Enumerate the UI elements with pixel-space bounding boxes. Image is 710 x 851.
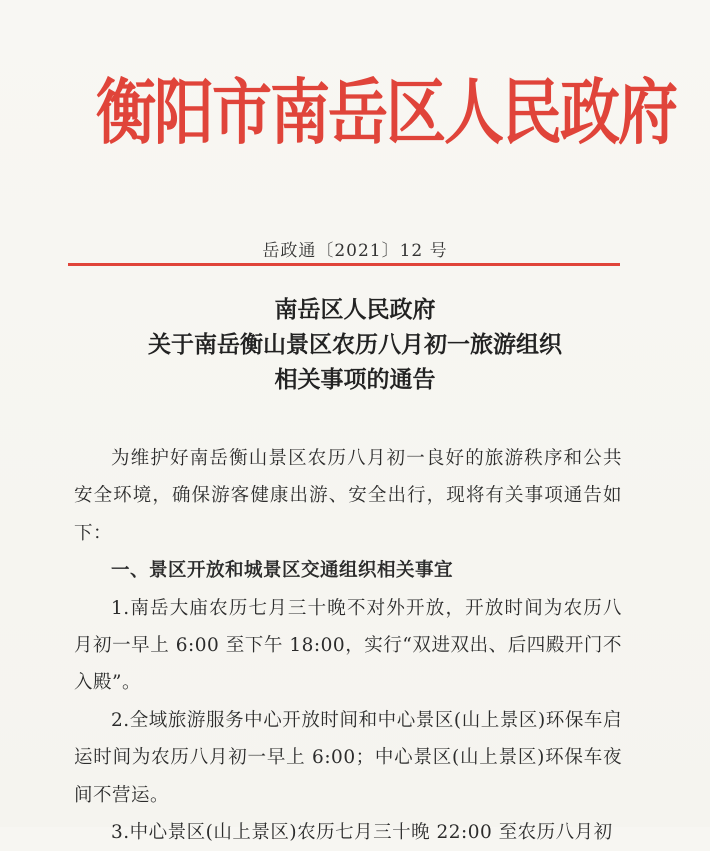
notice-title-line-1: 南岳区人民政府 [274,296,436,323]
item-3-paragraph: 3.中心景区(山上景区)农历七月三十晚 22:00 至农历八月初 [111,822,613,844]
notice-body [74,440,622,851]
item-1-paragraph: 1.南岳大庙农历七月三十晚不对外开放，开放时间为农历八月初一早上 6:00 至下午 18:00，实行“双进双出、后四殿开门不入殿”。 [74,597,622,694]
notice-title-line-2: 关于南岳衡山景区农历八月初一旅游组织 [148,331,562,358]
intro-paragraph: 为维护好南岳衡山景区农历八月初一良好的旅游秩序和公共安全环境，确保游客健康出游、安全出行，现将有关事项通告如下： [74,448,622,544]
issuer-title: 衡阳市南岳区人民政府 [96,72,676,155]
document-number: 岳政通〔2021〕12 号 [262,241,448,261]
notice-title [0,292,710,397]
item-2-paragraph: 2.全域旅游服务中心开放时间和中心景区(山上景区)环保车启运时间为农历八月初一早上 6:00；中心景区(山上景区)环保车夜间不营运。 [74,709,622,806]
section-1-heading: 一、景区开放和城景区交通组织相关事宜 [111,560,454,582]
notice-title-line-3: 相关事项的通告 [274,366,436,393]
red-divider-line [68,263,620,266]
